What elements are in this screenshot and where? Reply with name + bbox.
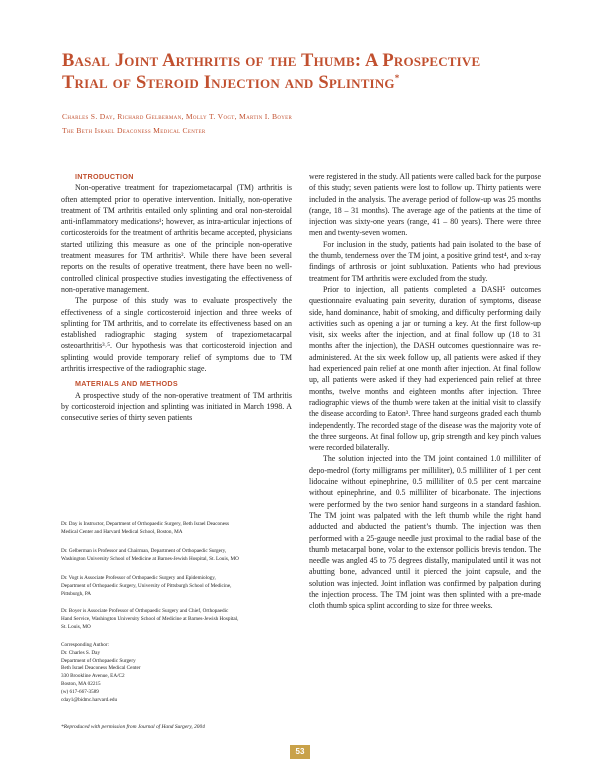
questionnaire-paragraph: Prior to injection, all patients completed a DASH⁵ outcomes questionnaire evaluating pain severity, duration of symptoms, disease side, hand dominance, habit of smoking, and difficulty performing daily activities such as opening a jar or turning a key. At the first follow-up visit, six weeks after the injection, and at final follow up (18 to 31 months after the injection), the DASH outcomes questionnaire was re-administered. At the six week follow up, all patients were asked if they had experienced pain relief at one month after injection. At final follow up, all patients were asked if they had experienced pain relief at three months, twelve months and eighteen months after injection. Three radiographic views of the thumb were taken at the initial visit to classify the disease according to Eaton³. Three hand surgeons graded each thumb independently. The recorded stage of the disease was the majority vote of the three surgeons. At final follow up, grip strength and key pinch values were recorded bilaterally. — [309, 284, 541, 453]
page-number: 53 — [290, 745, 310, 759]
intro-paragraph-2: The purpose of this study was to evaluate prospectively the effectiveness of a single corticosteroid injection and three weeks of splinting for TM arthritis, and to correlate its effectiveness based on an established radiographic staging system of trapeziometacarpal osteoarthritis³˒⁵. Our hypothesis was that corticosteroid injection and splinting would provide temporary relief of symptoms due to TM arthritis irrespective of the radiographic stage. — [61, 296, 292, 374]
institution: The Beth Israel Deaconess Medical Center — [62, 126, 206, 135]
title-line-1: Basal Joint Arthritis of the Thumb: A Prospective — [62, 51, 481, 71]
injection-paragraph: The solution injected into the TM joint contained 1.0 milliliter of depo-medrol (forty milligrams per milliliter), 0.5 milliliter of 1 per cent lidocaine without epinephrine, 0.5 milliliter of 0.5 per cent marcaine without epinephrine, and 0.5 milliliter of bicarbonate. The injections were performed by the two senior hand surgeons in a standard fashion. The TM joint was palpated with the left thumb while the right hand adducted and abducted the patient’s thumb. The injection was then performed with a 25-gauge needle just proximal to the radial base of the thumb metacarpal bone, volar to the extensor pollicis brevis tendon. The needle was angled 45 to 75 degrees distally, manipulated until it was not abutting bone, advanced until it pierced the joint capsule, and the solution was injected. Joint inflation was confirmed by palpation during the injection process. The TM joint was then splinted with a pre-made cloth thumb spica splint according to size for three weeks. — [309, 454, 541, 611]
title-footnote-marker: * — [394, 72, 400, 83]
intro-paragraph-1: Non-operative treatment for trapeziometacarpal (TM) arthritis is often attempted prior to operative intervention. Initially, non-operative treatment of TM arthritis entailed only splinting and oral non-steroidal anti-inflammatory medications¹; however, as intra-articular injections of corticosteroids for the treatment of arthritis became accepted, physicians started utilizing this measure as one of the principle non-operative treatment measures for TM arthritis². While there have been several reports on the results of operative treatment, there have been no well-controlled clinical prospective studies investigating the effectiveness of non-operative management. — [61, 183, 292, 294]
right-column — [309, 171, 541, 612]
introduction-heading: INTRODUCTION — [75, 172, 134, 181]
footnote-vogt: Dr. Vogt is Associate Professor of Orthopaedic Surgery and Epidemiology, Department of Orthopaedic Surgery, University of Pittsburgh School of Medicine, Pittsburgh, PA — [61, 575, 232, 597]
title-line-2: Trial of Steroid Injection and Splinting* — [62, 72, 400, 93]
methods-paragraph-1: A prospective study of the non-operative treatment of TM arthritis by corticosteroid injection and splinting was initiated in March 1998. A consecutive series of thirty seven patients — [61, 390, 292, 423]
author-list: Charles S. Day, Richard Gelberman, Molly T. Vogt, Martin I. Boyer — [62, 112, 293, 121]
methods-paragraph-continued: were registered in the study. All patients were called back for the purpose of this study; seven patients were lost to follow up. Thirty patients were included in the analysis. The average period of follow-up was 25 months (range, 18 – 31 months). The average age of the patients at the time of injection was sixty-one years (range, 41 – 80 years). There were three men and twenty-seven women. — [309, 172, 541, 238]
article-title — [62, 50, 542, 94]
footnote-day: Dr. Day is Instructor, Department of Orthopaedic Surgery, Beth Israel Deaconess Medical Center and Harvard Medical School, Boston, MA — [61, 521, 230, 535]
reproduction-note: *Reproduced with permission from Journal of Hand Surgery, 2004 — [61, 724, 205, 730]
corresponding-author: Corresponding Author: Dr. Charles S. Day Department of Orthopaedic Surgery Beth Israel Deaconess Medical Center 330 Brookline Avenue, EA/C2 Boston, MA 02215 (w) 617-667-3589 cday1@bidmc.harvard.edu — [61, 642, 296, 704]
corresponding-email: cday1@bidmc.harvard.edu — [61, 696, 118, 703]
left-column — [61, 171, 292, 424]
footnote-gelberman: Dr. Gelberman is Professor and Chairman, Department of Orthopaedic Surgery, Washington University School of Medicine at Barnes-Jewish Hospital, St. Louis, MO — [61, 548, 239, 562]
footnote-boyer: Dr. Boyer is Associate Professor of Orthopaedic Surgery and Chief, Orthopaedic Hand Service, Washington University School of Medicine at Barnes-Jewish Hospital, St. Louis, MO — [61, 608, 239, 630]
inclusion-paragraph: For inclusion in the study, patients had pain isolated to the base of the thumb, tenderness over the TM joint, a positive grind test⁴, and x-ray findings of arthrosis or joint subluxation. Patients who had previous treatment for TM arthritis were excluded from the study. — [309, 239, 541, 283]
methods-heading: MATERIALS AND METHODS — [75, 379, 178, 389]
